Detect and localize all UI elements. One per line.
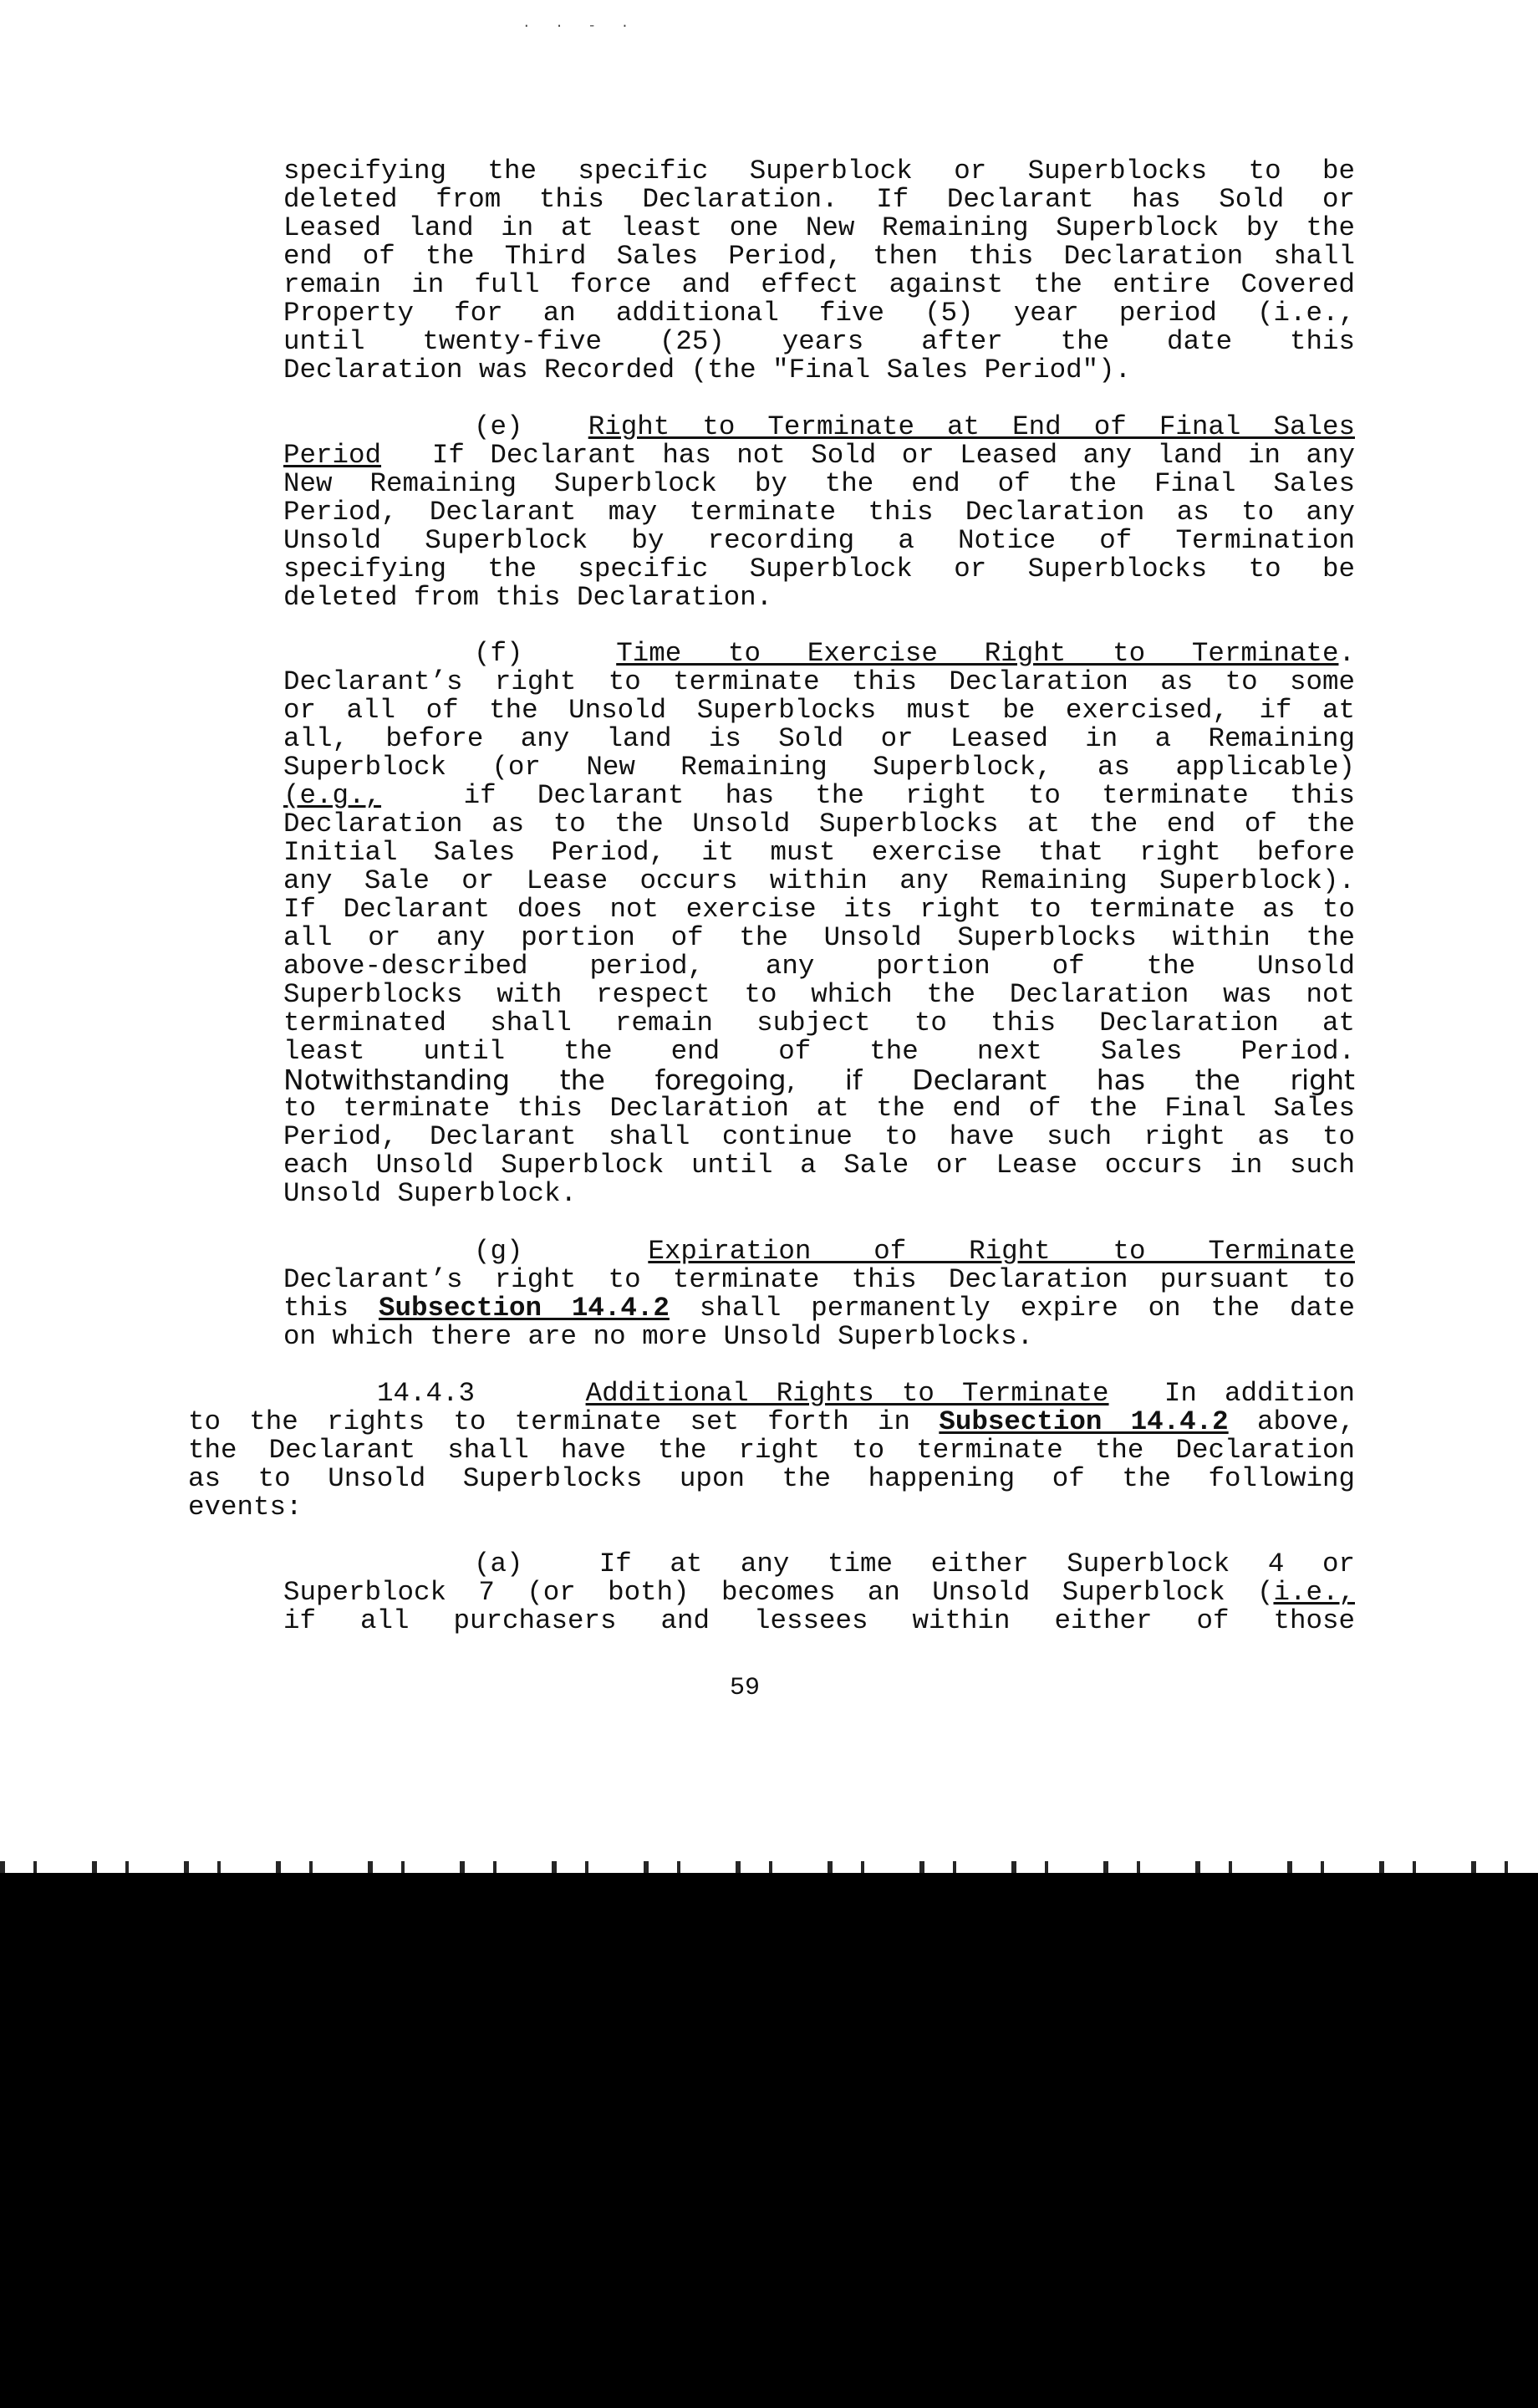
item-label: (f) [474, 638, 523, 669]
text-fragment: shall permanently expire on the date [699, 1293, 1355, 1324]
text-fragment: Property for an additional five (5) year period (i.e., [283, 298, 1355, 329]
item-label: (e) [474, 411, 523, 442]
text-line: If Declarant does not exercise its right to terminate as to [283, 894, 1355, 925]
section-heading: Additional Rights to Terminate [585, 1378, 1109, 1409]
section-heading: Expiration of Right to Terminate [648, 1236, 1355, 1267]
item-label: (g) [474, 1236, 523, 1267]
section-heading: Time to Exercise Right to Terminate [616, 638, 1339, 669]
paragraph-g [283, 1237, 1355, 1351]
text-line: terminated shall remain subject to this Declaration at [283, 1008, 1355, 1038]
text-fragment: above, [1256, 1406, 1355, 1437]
text-line: as to Unsold Superblocks upon the happening of the following [188, 1463, 1355, 1494]
eg-abbrev: (e.g., [283, 780, 382, 811]
text-line: if all purchasers and lessees within either of those [283, 1605, 1355, 1636]
text-line: Unsold Superblock by recording a Notice of Termination [283, 525, 1355, 556]
text-line: remain in full force and effect against the entire Covered [283, 269, 1355, 300]
section-14-4-3 [188, 1380, 1355, 1522]
heading-line [188, 1380, 1355, 1408]
text-line: all, before any land is Sold or Leased in a Remaining [283, 723, 1355, 754]
text-line [283, 441, 1355, 470]
text-line: the Declarant shall have the right to terminate the Declaration [188, 1435, 1355, 1466]
text-line: Declarant’s right to terminate this Declaration as to some [283, 666, 1355, 697]
text-line: end of the Third Sales Period, then this Declaration shall [283, 241, 1355, 272]
subsection-reference: Subsection 14.4.2 [378, 1293, 670, 1324]
ie-abbrev: i.e., [1273, 1577, 1355, 1608]
text-fragment: In addition [1164, 1378, 1355, 1409]
text-line: New Remaining Superblock by the end of the Final Sales [283, 468, 1355, 499]
section-heading-cont: Period [283, 440, 382, 471]
text-line: to terminate this Declaration at the end of the Final Sales [283, 1093, 1355, 1124]
text-line: all or any portion of the Unsold Superblocks within the [283, 922, 1355, 953]
text-line: Unsold Superblock. [283, 1178, 578, 1209]
text-fragment: to the rights to terminate set forth in [188, 1406, 911, 1437]
paragraph-continuation [283, 157, 1355, 385]
scan-specks: · · ‑ · [522, 18, 638, 33]
text-fragment: Superblock 7 (or both) becomes an Unsold Superblock ( [283, 1577, 1274, 1608]
paragraph-a [283, 1550, 1355, 1635]
text-line: above-described period, any portion of the Unsold [283, 951, 1355, 982]
subsection-reference: Subsection 14.4.2 [939, 1406, 1229, 1437]
text-line: Leased land in at least one New Remaining Superblock by the [283, 212, 1355, 243]
heading-line [283, 413, 1355, 441]
text-line: deleted from this Declaration. [283, 582, 773, 613]
page-number: 59 [730, 1674, 761, 1702]
text-line: deleted from this Declaration. If Declarant has Sold or [283, 184, 1355, 215]
text-line [283, 1294, 1355, 1323]
text-line: Declaration was Recorded (the "Final Sales Period"). [283, 355, 1132, 385]
text-line: events: [188, 1492, 303, 1523]
text-line: specifying the specific Superblock or Superblocks to be [283, 554, 1355, 584]
text-line: Notwithstanding the foregoing, if Declarant has the right [283, 1064, 1355, 1096]
text-line: until twenty-five (25) years after the date this [283, 326, 1355, 357]
text-line: on which there are no more Unsold Superblocks. [283, 1321, 1034, 1352]
text-line: or all of the Unsold Superblocks must be exercised, if at [283, 695, 1355, 726]
text-line [188, 1408, 1355, 1436]
text-line: Initial Sales Period, it must exercise that right before [283, 837, 1355, 868]
text-line: least until the end of the next Sales Period. [283, 1036, 1355, 1067]
text-fragment: if Declarant has the right to terminate this [463, 780, 1356, 811]
text-fragment: this [283, 1293, 349, 1324]
scan-black-border [0, 1873, 1538, 2408]
text-line: specifying the specific Superblock or Superblocks to be [283, 156, 1355, 186]
text-line [283, 782, 1355, 810]
text-line: Period, Declarant shall continue to have such right as to [283, 1121, 1355, 1152]
section-heading: Right to Terminate at End of Final Sales [588, 411, 1355, 442]
item-label: (a) [474, 1548, 523, 1579]
text-line: any Sale or Lease occurs within any Remaining Superblock). [283, 865, 1355, 896]
heading-line [283, 1550, 1355, 1579]
text-line: Declarant’s right to terminate this Declaration pursuant to [283, 1264, 1355, 1295]
text-line: each Unsold Superblock until a Sale or Lease occurs in such [283, 1150, 1355, 1181]
paragraph-e [283, 413, 1355, 612]
text-line: Declaration as to the Unsold Superblocks at the end of the [283, 809, 1355, 839]
text-line: Superblocks with respect to which the Declaration was not [283, 979, 1355, 1010]
heading-line: (f) Time to Exercise Right to Terminate. [474, 638, 1355, 669]
text-line: Superblock (or New Remaining Superblock, as applicable) [283, 752, 1355, 783]
paragraph-f [283, 640, 1355, 1208]
text-line: Period, Declarant may terminate this Declaration as to any [283, 497, 1355, 528]
section-number: 14.4.3 [377, 1378, 476, 1409]
text-fragment: If at any time either Superblock 4 or [598, 1548, 1355, 1579]
text-line [283, 1579, 1355, 1607]
text-line [283, 299, 1355, 328]
text-fragment: If Declarant has not Sold or Leased any land in any [431, 440, 1355, 471]
heading-line [283, 1237, 1355, 1266]
